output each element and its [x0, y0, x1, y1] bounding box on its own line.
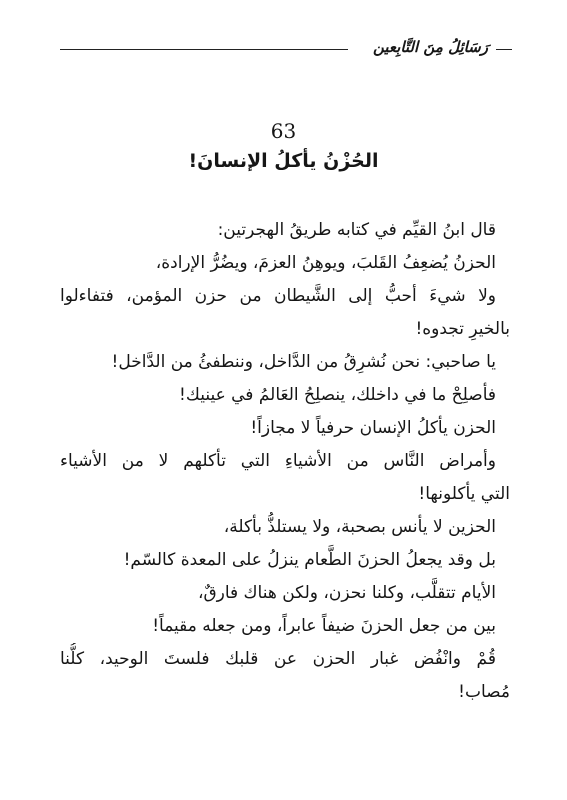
text-line: الحزن يأكلُ الإنسان حرفياً لا مجازاً!	[250, 418, 496, 438]
text-line: بل وقد يجعلُ الحزنَ الطَّعام ينزلُ على المعدة كالسّم!	[123, 550, 496, 570]
text-line: الأيام تتقلَّب، وكلنا نحزن، ولكن هناك فارقٌ،	[197, 583, 496, 603]
book-title: رَسَائِلُ مِنَ التَّابِعين	[372, 38, 488, 56]
text-line: وأمراض النَّاس من الأشياءِ التي تأكلهم لا من الأشياء	[60, 451, 496, 471]
header-dash	[496, 49, 512, 50]
text-line: يا صاحبي: نحن نُشرِقُ من الدَّاخل، وننطفئُ من الدَّاخل!	[111, 352, 496, 372]
text-line: بين من جعل الحزنَ ضيفاً عابراً، ومن جعله مقيماً!	[152, 616, 496, 636]
text-line: التي يأكلونها!	[418, 484, 510, 504]
section-title: الحُزْنُ يأكلُ الإنسانَ!	[188, 150, 379, 172]
body-text	[60, 214, 510, 709]
text-line: بالخيرِ تجدوه!	[415, 319, 510, 339]
text-line: الحزين لا يأنس بصحبة، ولا يستلذُّ بأكلة،	[223, 517, 496, 537]
text-line: فأصلِحْ ما في داخلك، ينصلِحُ العَالمُ في عينيك!	[179, 385, 496, 405]
text-line: مُصاب!	[458, 682, 510, 702]
running-header	[60, 38, 512, 62]
text-line: قُمْ وانْفُض غبار الحزن عن قلبك فلستَ الوحيد، كلُّنا	[60, 649, 496, 669]
text-line: الحزنُ يُضعِفُ القَلبَ، ويوهِنُ العزمَ، ويضُرُّ الإرادة،	[155, 253, 496, 273]
text-line: ولا شيءَ أحبُّ إلى الشَّيطان من حزن المؤمن، فتفاءلوا	[60, 286, 496, 306]
section-number: 63	[270, 119, 297, 143]
text-line: قال ابنُ القيِّم في كتابه طريقُ الهجرتين:	[217, 220, 496, 240]
header-rule	[60, 49, 348, 50]
